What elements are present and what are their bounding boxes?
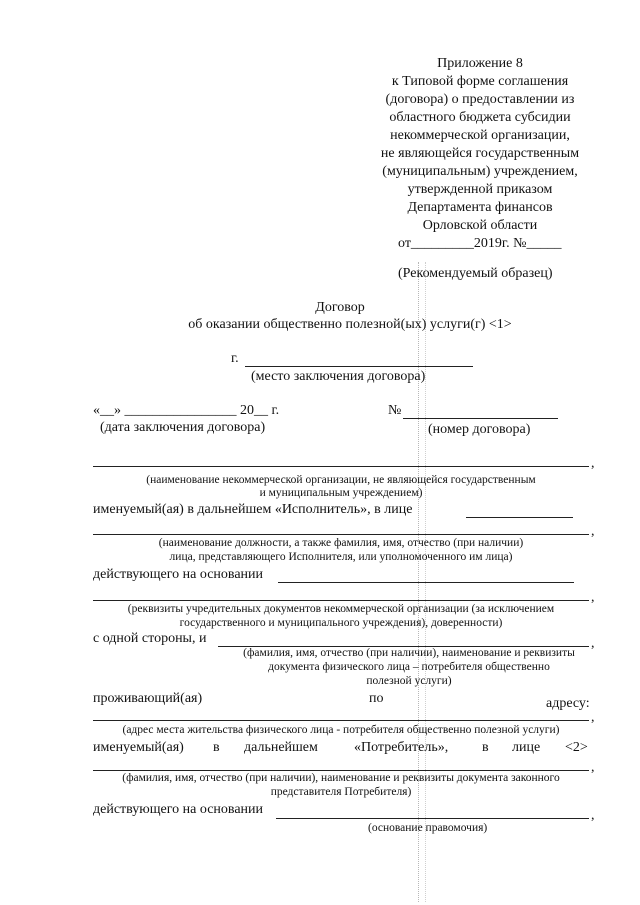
- number-field[interactable]: [403, 418, 558, 419]
- executor-field-2[interactable]: [93, 534, 589, 535]
- side-caption: полезной услуги): [366, 675, 452, 687]
- org-caption: (наименование некоммерческой организации, не являющейся государственным: [146, 474, 536, 486]
- executor-field[interactable]: [466, 517, 573, 518]
- appendix-line: некоммерческой организации,: [390, 128, 570, 143]
- date-caption: (дата заключения договора): [100, 420, 266, 435]
- side-caption: документа физического лица – потребителя общественно: [268, 661, 550, 673]
- doc-subtitle: об оказании общественно полезной(ых) услуги(г) <1>: [188, 317, 512, 332]
- consumer-word: лице: [512, 740, 541, 755]
- basis-caption: государственного и муниципального учреждения), доверенности): [179, 617, 503, 629]
- org-field[interactable]: [93, 466, 589, 467]
- representative-field[interactable]: [93, 770, 589, 771]
- appendix-line: не являющейся государственным: [380, 146, 580, 161]
- consumer-word: <2>: [565, 740, 588, 755]
- executor-caption: лица, представляющего Исполнителя, или уполномоченного им лица): [169, 551, 513, 563]
- place-field[interactable]: [245, 366, 473, 367]
- comma: ,: [591, 710, 595, 725]
- consumer-word: именуемый(ая): [93, 740, 184, 755]
- address-caption: (адрес места жительства физического лица - потребителя общественно полезной услуги): [122, 724, 560, 736]
- comma: ,: [591, 590, 595, 605]
- executor-caption: (наименование должности, а также фамилия, имя, отчество (при наличии): [158, 537, 524, 549]
- appendix-line: к Типовой форме соглашения: [391, 74, 569, 89]
- sample-note: (Рекомендуемый образец): [398, 266, 553, 281]
- basis2-caption: (основание правомочия): [368, 822, 488, 834]
- place-caption: (место заключения договора): [251, 369, 426, 384]
- representative-caption: представителя Потребителя): [270, 786, 412, 798]
- appendix-line: утвержденной приказом: [407, 182, 553, 197]
- comma: ,: [591, 636, 595, 651]
- comma: ,: [591, 808, 595, 823]
- consumer-word: в: [482, 740, 489, 755]
- number-prefix: №: [388, 403, 402, 418]
- org-caption: и муниципальным учреждением): [259, 487, 423, 499]
- appendix-line: (муниципальным) учреждением,: [382, 164, 578, 179]
- basis-text: действующего на основании: [93, 567, 264, 582]
- basis2-text: действующего на основании: [93, 802, 264, 817]
- basis-field-2[interactable]: [93, 600, 589, 601]
- date-line[interactable]: «__» ________________ 20__ г.: [93, 403, 280, 418]
- comma: ,: [591, 524, 595, 539]
- representative-caption: (фамилия, имя, отчество (при наличии), наименование и реквизиты документа законного: [122, 772, 560, 784]
- address-field[interactable]: [93, 720, 589, 721]
- residence-word: адресу:: [546, 696, 590, 711]
- appendix-line: Приложение 8: [437, 56, 523, 71]
- appendix-date-line: от_________2019г. №_____: [398, 236, 562, 251]
- residence-word: по: [369, 691, 384, 706]
- executor-text: именуемый(ая) в дальнейшем «Исполнитель», в лице: [93, 502, 413, 517]
- place-prefix: г.: [231, 351, 239, 366]
- basis-caption: (реквизиты учредительных документов некоммерческой организации (за исключением: [127, 603, 555, 615]
- comma: ,: [591, 760, 595, 775]
- doc-title: Договор: [315, 300, 365, 315]
- residence-word: проживающий(ая): [93, 691, 203, 706]
- appendix-line: Орловской области: [422, 218, 538, 233]
- appendix-line: Департамента финансов: [407, 200, 553, 215]
- appendix-line: (договора) о предоставлении из: [385, 92, 575, 107]
- consumer-word: в: [213, 740, 220, 755]
- basis-field[interactable]: [278, 582, 574, 583]
- consumer-word: «Потребитель»,: [354, 740, 449, 755]
- side-caption: (фамилия, имя, отчество (при наличии), наименование и реквизиты: [243, 647, 575, 659]
- comma: ,: [591, 456, 595, 471]
- appendix-line: областного бюджета субсидии: [389, 110, 571, 125]
- number-caption: (номер договора): [428, 422, 531, 437]
- basis2-field[interactable]: [276, 818, 589, 819]
- consumer-word: дальнейшем: [244, 740, 318, 755]
- side-text: с одной стороны, и: [93, 631, 207, 646]
